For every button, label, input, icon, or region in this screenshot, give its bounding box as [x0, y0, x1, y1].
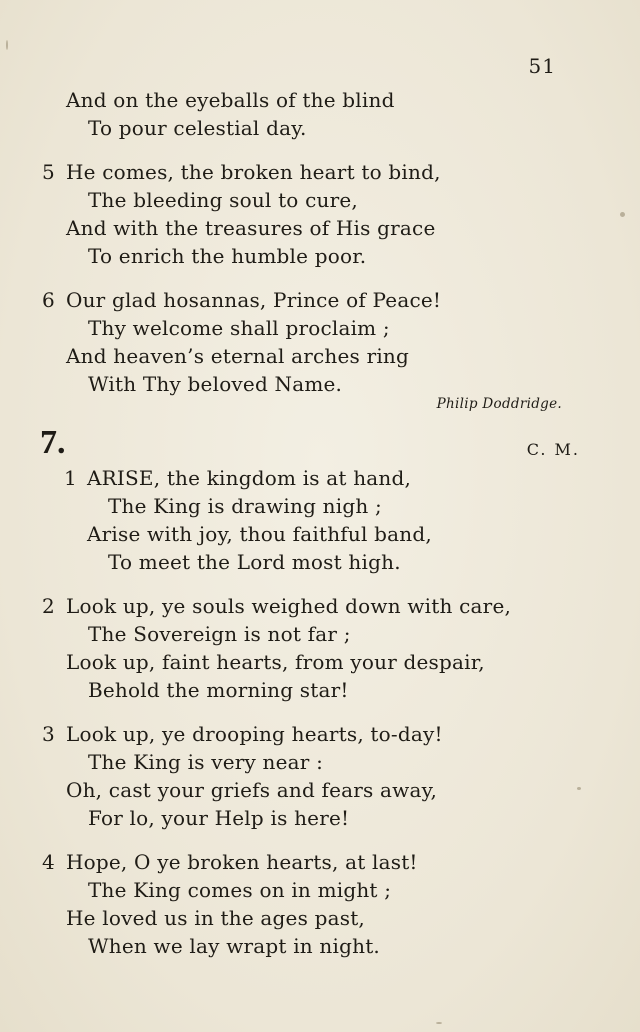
verse-line: He loved us in the ages past, — [66, 906, 365, 930]
stanza-number: 6 — [42, 288, 55, 312]
verse-line: The King is very near : — [88, 750, 324, 774]
verse-line: And on the eyeballs of the blind — [66, 88, 395, 112]
verse-line: Arise with joy, thou faithful band, — [87, 522, 432, 546]
stanza-number: 1 — [64, 466, 77, 490]
verse-line: Hope, O ye broken hearts, at last! — [66, 850, 418, 874]
paper-speck — [577, 787, 581, 790]
author-attribution: Philip Doddridge. — [436, 396, 562, 412]
verse-line: To pour celestial day. — [88, 116, 307, 140]
verse-line: The King comes on in might ; — [88, 878, 392, 902]
paper-speck — [436, 1022, 442, 1024]
verse-line: Look up, ye drooping hearts, to-day! — [66, 722, 443, 746]
verse-line: The bleeding soul to cure, — [88, 188, 358, 212]
verse-line: And heaven’s eternal arches ring — [66, 344, 410, 368]
verse-line: Look up, ye souls weighed down with care, — [66, 594, 512, 618]
verse-line: He comes, the broken heart to bind, — [66, 160, 441, 184]
verse-line: Our glad hosannas, Prince of Peace! — [66, 288, 442, 312]
verse-line: The King is drawing nigh ; — [108, 494, 382, 518]
paper-speck — [6, 40, 8, 50]
verse-line: For lo, your Help is here! — [88, 806, 350, 830]
verse-line: And with the treasures of His grace — [66, 216, 436, 240]
verse-line: ARISE, the kingdom is at hand, — [87, 466, 412, 490]
verse-line: Behold the morning star! — [88, 678, 349, 702]
page-number: 51 — [528, 54, 556, 78]
verse-line: To enrich the humble poor. — [88, 244, 367, 268]
verse-line: Oh, cast your griefs and fears away, — [66, 778, 438, 802]
meter-label: C. M. — [526, 440, 580, 459]
hymn-number: 7. — [40, 424, 66, 461]
stanza-number: 2 — [42, 594, 55, 618]
verse-line: Look up, faint hearts, from your despair, — [66, 650, 485, 674]
verse-line: Thy welcome shall proclaim ; — [88, 316, 390, 340]
stanza-number: 5 — [42, 160, 55, 184]
verse-line: When we lay wrapt in night. — [88, 934, 380, 958]
stanza-number: 4 — [42, 850, 55, 874]
verse-line: To meet the Lord most high. — [108, 550, 401, 574]
paper-speck — [620, 212, 625, 217]
verse-line: The Sovereign is not far ; — [88, 622, 351, 646]
verse-line: With Thy beloved Name. — [88, 372, 343, 396]
stanza-number: 3 — [42, 722, 55, 746]
